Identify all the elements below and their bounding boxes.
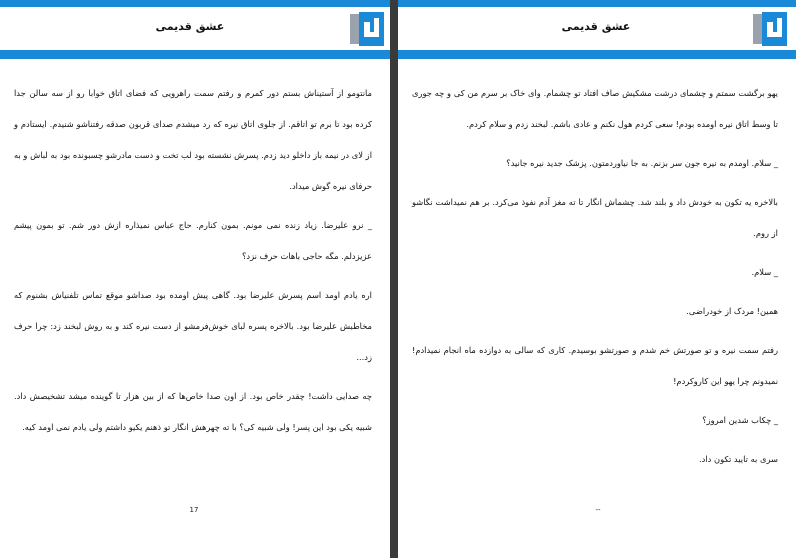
- book-title: عشق قدیمی: [155, 20, 225, 33]
- paragraph: مانتومو از آستیناش بستم دور کمرم و رفتم سمت راهرویی که فضای اتاق خوابا رو از سه سالن جدا کرده بود تا برم تو اتاقم. از جلوی اتاق نیره که رد میشدم صدای قربون صدقه رفتناشو شنیدم. ایستادم و از لای در نیمه باز داخلو دید زدم. پسرش نشسته بود لب تخت و دست مادرشو چسبونده بود به لباش و به حرفای نیره گوش میداد.: [14, 88, 372, 191]
- paragraph: همین! مردک از خودراضی.: [686, 306, 778, 316]
- header-band-bottom: [0, 50, 390, 59]
- page-number: 17: [189, 506, 199, 514]
- header-band-top: [398, 0, 796, 7]
- page-number: --: [595, 506, 601, 514]
- brand-logo-icon: [350, 12, 384, 46]
- page-content: [412, 78, 778, 483]
- paragraph: _ چکاب شدین امروز؟: [702, 415, 778, 425]
- paragraph: یهو برگشت سمتم و چشمای درشت مشکیش صاف افتاد تو چشمام. وای خاک بر سرم من کی و چه جوری تا وسط اتاق نیره اومده بودم! سعی کردم هول نکنم و عادی باشم. لبخند زدم و سلام کردم.: [412, 88, 778, 129]
- page-right: [398, 0, 796, 558]
- paragraph: رفتم سمت نیره و تو صورتش خم شدم و صورتشو بوسیدم. کاری که سالی به دوازده ماه انجام نمیدادم! نمیدونم چرا یهو این کاروکردم!: [412, 345, 778, 386]
- book-title: عشق قدیمی: [561, 20, 631, 33]
- paragraph: بالاخره یه تکون به خودش داد و بلند شد. چشماش انگار تا ته مغز آدم نفوذ می‌کرد. بر هم نمیداشت نگاشو از روم.: [412, 197, 778, 238]
- page-left: [0, 0, 390, 558]
- paragraph: _ نرو علیرضا. زیاد زنده نمی مونم. بمون کنارم. حاج عباس نمیذاره ازش دور شم. تو بمون پیشم عزیزدلم. مگه حاجی باهات حرف نزد؟: [14, 220, 372, 261]
- paragraph: سری به تایید تکون داد.: [699, 454, 778, 464]
- paragraph: اره یادم اومد اسم پسرش علیرضا بود. گاهی پیش اومده بود صداشو موقع تماس تلفنیاش بشنوم که مخاطبش علیرضا بود. بالاخره پسره لبای خوش‌فرمشو از دست نیره کند و به روش لبخند زد: چرا حرف زد...: [14, 290, 372, 362]
- paragraph: چه صدایی داشت! چقدر خاص بود. از اون صدا خاص‌ها که از بین هزار تا گوینده میشد تشخیصش داد. شبیه یکی بود این پسر! ولی شبیه کی؟ با ته چهرهش انگار تو ذهنم یکیو داشتم ولی یادم نمی اومد کیه.: [14, 391, 372, 432]
- page-content: [14, 78, 372, 451]
- paragraph: _ سلام.: [751, 267, 778, 277]
- brand-logo-icon: [753, 12, 787, 46]
- header-band-bottom: [398, 50, 796, 59]
- paragraph: _ سلام. اومدم به نیره جون سر بزنم. به جا نیاوردمتون. پزشک جدید نیره جانید؟: [506, 158, 778, 168]
- header-band-top: [0, 0, 390, 7]
